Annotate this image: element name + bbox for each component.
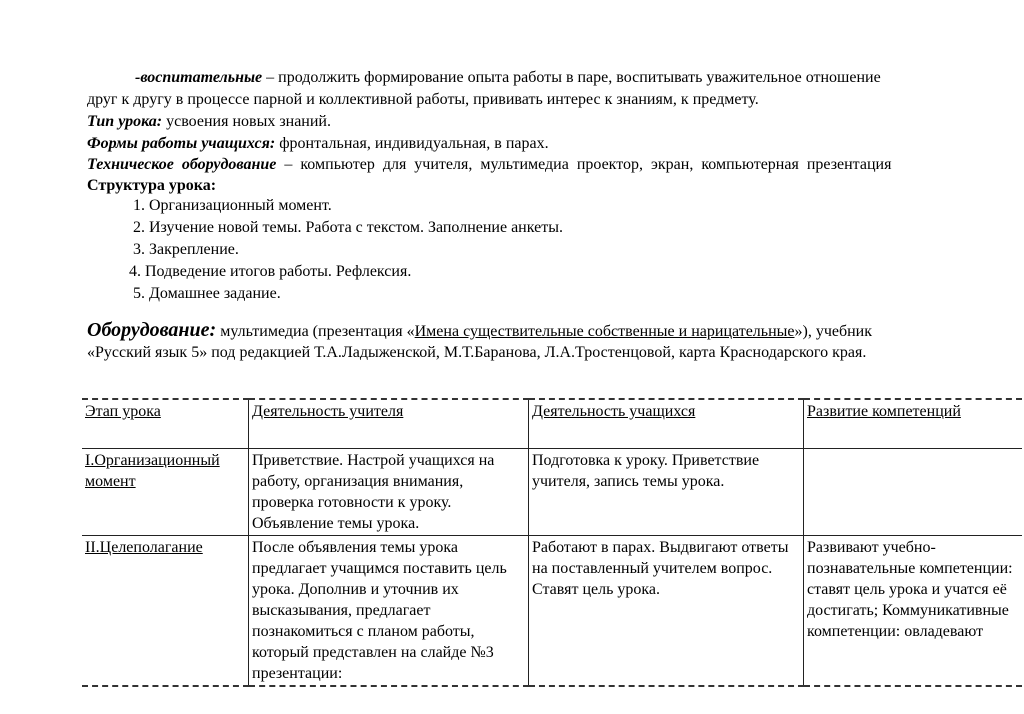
goals-line-2: друг к другу в процессе парной и коллективной работы, прививать интерес к знаниям, к предмету.	[87, 91, 759, 108]
goals-line-1	[135, 68, 1021, 88]
lesson-type	[87, 112, 331, 132]
work-forms	[87, 134, 549, 154]
goals-label: -воспитательные	[135, 69, 263, 86]
work-forms-value: фронтальная, индивидуальная, в парах.	[275, 135, 549, 152]
tech-equipment	[87, 155, 1021, 175]
equipment-label: Оборудование:	[87, 319, 217, 341]
equipment-line-1	[87, 320, 872, 342]
equipment-line-2: «Русский язык 5» под редакцией Т.А.Ладыженской, М.Т.Баранова, Л.А.Тростенцовой, карта Краснодарского края.	[87, 344, 867, 361]
structure-item: 5. Домашнее задание.	[133, 285, 281, 302]
table-header-row	[82, 399, 1022, 449]
tech-equipment-value: – компьютер для учителя, мультимедиа проектор, экран, компьютерная презентация	[276, 156, 892, 173]
cell-stage: II.Целеполагание	[82, 536, 249, 687]
cell-competencies	[804, 449, 1023, 536]
header-students: Деятельность учащихся	[529, 399, 804, 449]
cell-stage: I.Организационный момент	[82, 449, 249, 536]
cell-students: Работают в парах. Выдвигают ответы на поставленный учителем вопрос. Ставят цель урока.	[529, 536, 804, 687]
structure-item: 2. Изучение новой темы. Работа с текстом. Заполнение анкеты.	[133, 219, 563, 236]
presentation-link[interactable]: Имена существительные собственные и нарицательные	[414, 323, 795, 340]
cell-teacher: Приветствие. Настрой учащихся на работу, организация внимания, проверка готовности к уроку. Объявление темы урока.	[249, 449, 529, 536]
goals-text-1: – продолжить формирование опыта работы в паре, воспитывать уважительное отношение	[262, 69, 881, 86]
header-stage: Этап урока	[82, 399, 249, 449]
structure-title: Структура урока:	[87, 177, 217, 194]
cell-students: Подготовка к уроку. Приветствие учителя, запись темы урока.	[529, 449, 804, 536]
lesson-type-value: усвоения новых знаний.	[162, 113, 331, 130]
equipment-text-b: »), учебник	[794, 323, 872, 340]
work-forms-label: Формы работы учащихся:	[87, 135, 276, 152]
header-teacher: Деятельность учителя	[249, 399, 529, 449]
structure-item: 4. Подведение итогов работы. Рефлексия.	[129, 263, 412, 280]
table-row	[82, 449, 1022, 536]
cell-teacher: После объявления темы урока предлагает учащимся поставить цель урока. Дополнив и уточнив их высказывания, предлагает познакомиться с планом работы, который представлен на слайде №3 презентации:	[249, 536, 529, 687]
cell-competencies: Развивают учебно-познавательные компетенции: ставят цель урока и учатся её достигать; Коммуникативные компетенции: овладевают	[804, 536, 1023, 687]
table-row	[82, 536, 1022, 687]
lesson-plan-table	[82, 398, 1022, 687]
tech-equipment-label: Техническое оборудование	[87, 156, 277, 173]
header-competencies: Развитие компетенций	[804, 399, 1023, 449]
structure-item: 3. Закрепление.	[133, 241, 239, 258]
structure-item: 1. Организационный момент.	[133, 197, 332, 214]
lesson-type-label: Тип урока:	[87, 113, 163, 130]
equipment-text-a: мультимедиа (презентация «	[216, 323, 415, 340]
